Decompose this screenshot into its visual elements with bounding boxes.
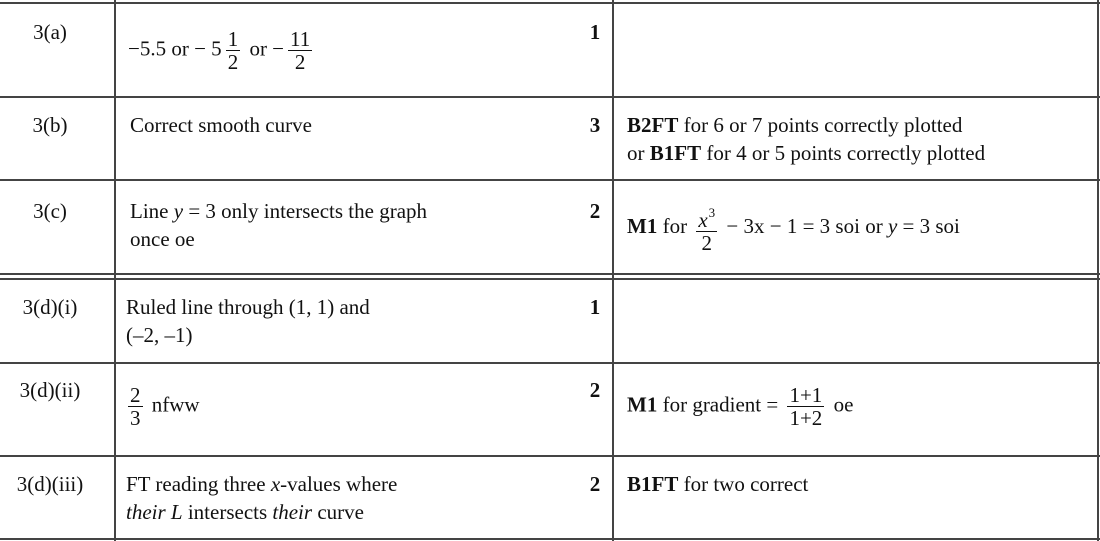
guidance-text: oe (833, 392, 854, 417)
guidance-code: M1 (627, 213, 658, 238)
table-border-top (0, 2, 1100, 4)
column-divider (114, 0, 116, 541)
fraction-numerator (696, 202, 717, 231)
fraction (288, 28, 312, 73)
mark-value: 1 (589, 295, 601, 319)
fraction-numerator: 1 (227, 27, 239, 51)
answer-text: −5.5 or − 5 (128, 36, 222, 61)
mark-value: 3 (589, 113, 601, 137)
answer-text: once oe (130, 227, 195, 251)
fraction-denominator: 3 (130, 406, 141, 430)
guidance-cell (627, 384, 1092, 429)
guidance-code: B1FT (627, 472, 679, 496)
guidance-text: − 3x − 1 = 3 soi or (721, 213, 888, 238)
guidance-text: for 6 or 7 points correctly plotted (678, 113, 963, 137)
guidance-cell (627, 470, 1092, 498)
fraction-denominator: 1+2 (789, 406, 823, 430)
answer-text: nfww (151, 392, 200, 417)
answer-text: FT reading three (126, 472, 271, 496)
fraction-denominator: 2 (227, 50, 239, 74)
question-label: 3(d)(ii) (19, 378, 81, 402)
fraction (696, 202, 717, 254)
answer-text: -values where (280, 472, 398, 496)
mark-value: 2 (589, 378, 601, 402)
row-divider (0, 179, 1100, 181)
question-label: 3(a) (33, 20, 67, 44)
guidance-text: for 4 or 5 points correctly plotted (701, 141, 986, 165)
guidance-code: B1FT (649, 141, 702, 165)
answer-text: = 3 only intersects the graph (183, 199, 428, 223)
fraction-denominator: 2 (696, 231, 717, 254)
answer-text: Line (130, 199, 174, 223)
answer-cell (128, 384, 598, 429)
question-label: 3(d)(i) (22, 295, 78, 319)
fraction-denominator: 2 (288, 50, 312, 73)
answer-text: curve (312, 500, 364, 524)
fraction (787, 384, 824, 429)
fraction-numerator: 1+1 (789, 383, 823, 407)
answer-cell (128, 28, 598, 73)
table-border-right (1097, 0, 1099, 541)
answer-text: or − (249, 36, 285, 61)
guidance-exponent: 3 (708, 205, 716, 220)
column-divider (612, 0, 614, 541)
fraction-numerator: 11 (290, 27, 311, 51)
mark-value: 1 (589, 20, 601, 44)
row-divider (0, 362, 1100, 364)
answer-variable: y (173, 199, 184, 223)
row-divider-double (0, 278, 1100, 280)
guidance-variable: y (887, 213, 898, 238)
answer-cell (130, 197, 600, 253)
question-label: 3(c) (33, 199, 67, 223)
guidance-text: = 3 soi (897, 213, 960, 238)
guidance-text: for gradient = (657, 392, 784, 417)
guidance-text: for two correct (678, 472, 809, 496)
question-label: 3(b) (32, 113, 68, 137)
answer-text: intersects (182, 500, 273, 524)
question-label: 3(d)(iii) (16, 472, 84, 496)
guidance-code: M1 (627, 392, 658, 417)
answer-text: Correct smooth curve (130, 113, 312, 137)
guidance-cell (627, 111, 1092, 167)
guidance-text: for (657, 213, 693, 238)
fraction (128, 384, 143, 429)
guidance-text: or (627, 141, 650, 165)
fraction (226, 28, 241, 73)
answer-text: Ruled line through (1, 1) and (126, 295, 370, 319)
answer-cell (126, 470, 596, 526)
mark-value: 2 (589, 199, 601, 223)
table-border-bottom (0, 538, 1100, 540)
mark-value: 2 (589, 472, 601, 496)
guidance-cell (627, 202, 1092, 254)
row-divider (0, 273, 1100, 275)
row-divider (0, 96, 1100, 98)
guidance-code: B2FT (627, 113, 679, 137)
answer-variable: x (270, 472, 281, 496)
answer-text: their L (126, 500, 183, 524)
fraction-numerator: 2 (130, 383, 141, 407)
answer-text: their (272, 500, 313, 524)
answer-cell (126, 293, 596, 349)
guidance-variable: x (698, 208, 708, 232)
answer-text: (–2, –1) (126, 323, 193, 347)
row-divider (0, 455, 1100, 457)
